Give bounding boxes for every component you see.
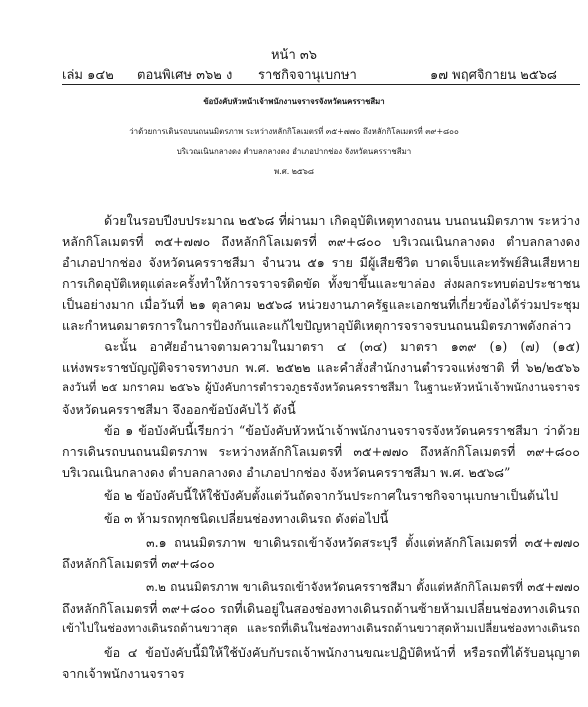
paragraph-line: อำเภอปากช่อง จังหวัดนครราชสีมา จำนวน ๕๑ ราย มีผู้เสียชีวิต บาดเจ็บและทรัพย์สินเสียหาย	[62, 255, 580, 270]
document-title: ข้อบังคับหัวหน้าเจ้าพนักงานจราจรจังหวัดนครราชสีมา	[203, 97, 385, 106]
paragraph-line: จังหวัดนครราชสีมา จึงออกข้อบังคับไว้ ดังนี้	[62, 402, 296, 417]
publication-date: ๑๗ พฤศจิกายน ๒๕๖๘	[430, 68, 557, 83]
volume-number: เล่ม ๑๔๒	[62, 68, 114, 83]
subtitle-line: บริเวณเนินกลางดง ตำบลกลางดง อำเภอปากช่อง จังหวัดนครราชสีมา	[176, 147, 412, 156]
clause-1-line: การเดินรถบนถนนมิตรภาพ ระหว่างหลักกิโลเมตรที่ ๓๕+๗๗๐ ถึงหลักกิโลเมตรที่ ๓๙+๘๐๐	[62, 444, 580, 459]
page-number: หน้า ๓๖	[270, 48, 318, 63]
clause-1: ข้อ ๑ ข้อบังคับนี้เรียกว่า “ข้อบังคับหัวหน้าเจ้าพนักงานจราจรจังหวัดนครราชสีมา ว่าด้วย	[104, 423, 580, 438]
paragraph-line: หลักกิโลเมตรที่ ๓๕+๗๗๐ ถึงหลักกิโลเมตรที่ ๓๙+๘๐๐ บริเวณเนินกลางดง ตำบลกลางดง	[62, 234, 580, 249]
subtitle-line: ว่าด้วยการเดินรถบนถนนมิตรภาพ ระหว่างหลักกิโลเมตรที่ ๓๕+๗๗๐ ถึงหลักกิโลเมตรที่ ๓๙+๘๐๐	[129, 127, 459, 136]
paragraph-line: การเกิดอุบัติเหตุแต่ละครั้งทำให้การจราจรติดขัด ทั้งขาขึ้นและขาล่อง ส่งผลกระทบต่อประชาชน	[62, 276, 580, 291]
paragraph-line: ฉะนั้น อาศัยอำนาจตามความในมาตรา ๔ (๓๔) มาตรา ๑๓๙ (๑) (๗) (๑๕)	[104, 339, 580, 354]
paragraph-line: และกำหนดมาตรการในการป้องกันและแก้ไขปัญหาอุบัติเหตุการจราจรบนถนนมิตรภาพดังกล่าว	[62, 318, 572, 333]
subtitle-year: พ.ศ. ๒๕๖๘	[273, 167, 314, 176]
gazette-name: ราชกิจจานุเบกษา	[258, 68, 357, 83]
clause-4-line: จากเจ้าพนักงานจราจร	[62, 666, 185, 681]
paragraph-line: ลงวันที่ ๒๕ มกราคม ๒๕๖๖ ผู้บังคับการตำรวจภูธรจังหวัดนครราชสีมา ในฐานะหัวหน้าเจ้าพนักงานจราจร	[62, 380, 580, 394]
clause-3-2: ๓.๒ ถนนมิตรภาพ ขาเดินรถเข้าจังหวัดนครราชสีมา ตั้งแต่หลักกิโลเมตรที่ ๓๕+๗๗๐	[146, 580, 580, 594]
clause-3-1: ๓.๑ ถนนมิตรภาพ ขาเดินรถเข้าจังหวัดสระบุรี ตั้งแต่หลักกิโลเมตรที่ ๓๕+๗๗๐	[146, 535, 580, 550]
clause-3-2-line: เข้าไปในช่องทางเดินรถด้านขวาสุด และรถที่เดินในช่องทางเดินรถด้านขวาสุดห้ามเปลี่ยนช่องทางเดินรถ	[62, 621, 580, 635]
clause-4: ข้อ ๔ ข้อบังคับนี้มิให้ใช้บังคับกับรถเจ้าพนักงานขณะปฏิบัติหน้าที่ หรือรถที่ได้รับอนุญาต	[104, 645, 580, 660]
special-section: ตอนพิเศษ ๓๖๒ ง	[137, 68, 233, 83]
clause-3-2-line: ถึงหลักกิโลเมตรที่ ๓๙+๘๐๐ รถที่เดินอยู่ในสองช่องทางเดินรถด้านซ้ายห้ามเปลี่ยนช่องทางเดินรถ	[62, 601, 580, 616]
clause-1-line: บริเวณเนินกลางดง ตำบลกลางดง อำเภอปากช่อง จังหวัดนครราชสีมา พ.ศ. ๒๕๖๘”	[62, 465, 511, 480]
paragraph-line: เป็นอย่างมาก เมื่อวันที่ ๒๑ ตุลาคม ๒๕๖๘ หน่วยงานภาครัฐและเอกชนที่เกี่ยวข้องได้ร่วมประชุม	[62, 297, 580, 312]
clause-3-1-line: ถึงหลักกิโลเมตรที่ ๓๙+๘๐๐	[62, 556, 215, 571]
paragraph-line: แห่งพระราชบัญญัติจราจรทางบก พ.ศ. ๒๕๒๒ และคำสั่งสำนักงานตำรวจแห่งชาติ ที่ ๖๒/๒๕๖๖	[62, 360, 580, 375]
header-divider	[62, 84, 580, 85]
clause-3: ข้อ ๓ ห้ามรถทุกชนิดเปลี่ยนช่องทางเดินรถ ดังต่อไปนี้	[104, 511, 389, 526]
clause-2: ข้อ ๒ ข้อบังคับนี้ให้ใช้บังคับตั้งแต่วันถัดจากวันประกาศในราชกิจจานุเบกษาเป็นต้นไป	[104, 488, 559, 503]
paragraph-line: ด้วยในรอบปีงบประมาณ ๒๕๖๘ ที่ผ่านมา เกิดอุบัติเหตุทางถนน บนถนนมิตรภาพ ระหว่าง	[104, 213, 580, 228]
